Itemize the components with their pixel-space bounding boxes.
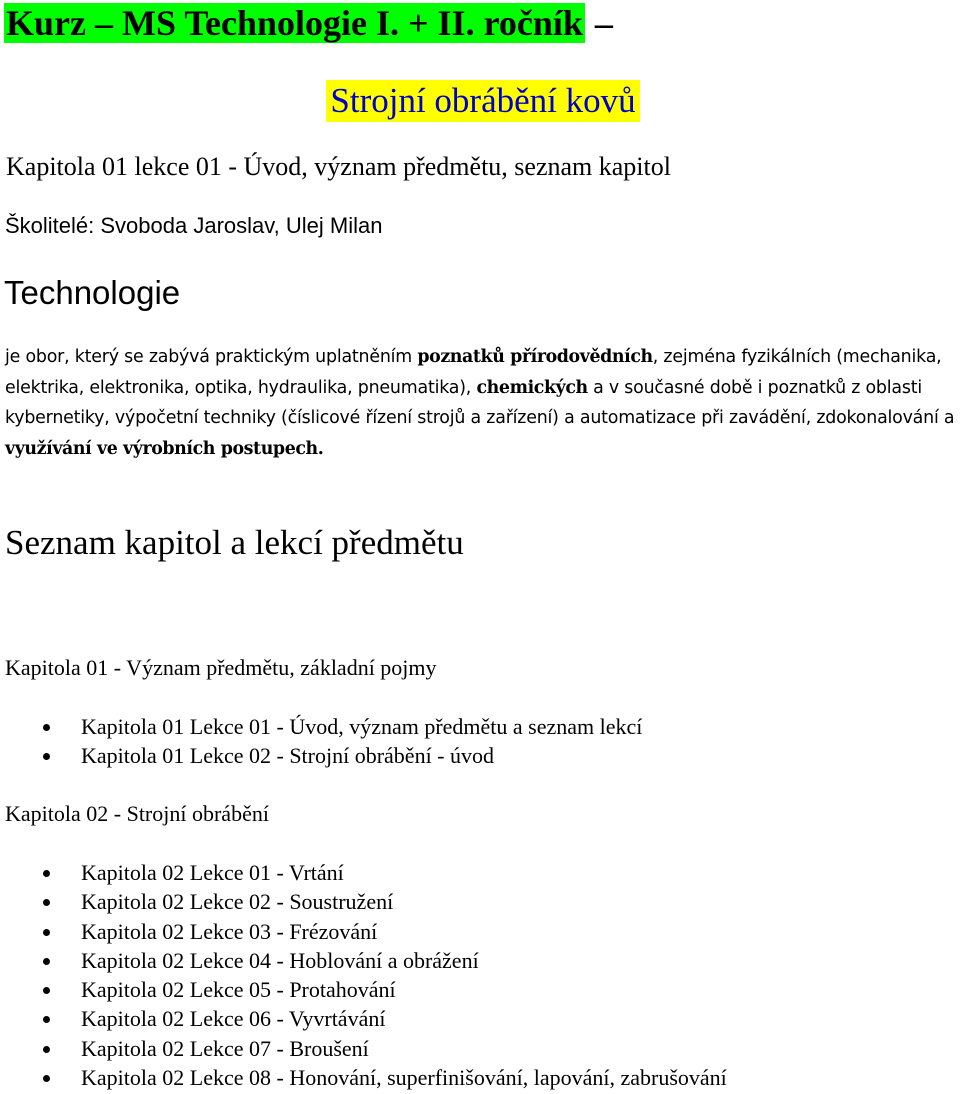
definition-bold-2: chemických <box>476 377 588 398</box>
chapter-01-title: Kapitola 01 - Význam předmětu, základní pojmy <box>5 655 437 680</box>
list-item[interactable] <box>0 917 727 946</box>
lesson-label: Kapitola 02 Lekce 08 - Honování, superfinišování, lapování, zabrušování <box>81 1065 727 1091</box>
lesson-label: Kapitola 02 Lekce 03 - Frézování <box>81 918 378 944</box>
list-item[interactable] <box>0 1004 727 1033</box>
bullet-icon <box>43 929 50 936</box>
lesson-label: Kapitola 01 Lekce 02 - Strojní obrábění - úvod <box>81 743 495 769</box>
list-item[interactable] <box>0 975 727 1004</box>
chapter-02-title: Kapitola 02 - Strojní obrábění <box>5 801 269 826</box>
list-item[interactable] <box>0 946 727 975</box>
bullet-icon <box>43 1075 50 1082</box>
bullet-icon <box>43 870 50 877</box>
course-subtitle: Strojní obrábění kovů <box>326 80 639 122</box>
list-item[interactable] <box>0 712 642 741</box>
lesson-label: Kapitola 02 Lekce 05 - Protahování <box>81 977 396 1003</box>
bullet-icon <box>43 987 50 994</box>
bullet-icon <box>43 1016 50 1023</box>
definition-end: . <box>317 438 324 459</box>
bullet-icon <box>43 899 50 906</box>
list-item[interactable] <box>0 858 727 887</box>
lesson-label: Kapitola 02 Lekce 07 - Broušení <box>81 1035 369 1061</box>
lesson-heading: Kapitola 01 lekce 01 - Úvod, význam předmětu, seznam kapitol <box>6 152 671 181</box>
definition-text-3: a v současné době i poznatků z oblasti kybernetiky, výpočetní techniky (číslicové řízení strojů a zařízení) a automatizace při zavádění, zdokonalování a <box>5 377 955 428</box>
bullet-icon <box>43 958 50 965</box>
course-title-dash: – <box>594 3 613 43</box>
definition-bold-1: poznatků přírodovědních <box>417 347 653 367</box>
subtitle-row <box>0 80 960 122</box>
course-title-text: Kurz – MS Technologie I. + II. ročník <box>6 3 583 43</box>
definition-bold-3: využívání ve výrobních postupech <box>5 438 318 459</box>
list-item[interactable] <box>0 741 642 770</box>
technology-heading: Technologie <box>4 274 181 311</box>
lesson-label: Kapitola 01 Lekce 01 - Úvod, význam předmětu a seznam lekcí <box>81 714 643 739</box>
technology-definition <box>5 342 957 464</box>
lessons-list-heading: Seznam kapitol a lekcí předmětu <box>5 523 464 562</box>
list-item[interactable] <box>0 1063 727 1092</box>
definition-text-2: , zejména fyzikálních (mechanika, elektrika, elektronika, optika, hydraulika, pneumatika), <box>5 347 942 398</box>
bullet-icon <box>43 724 50 731</box>
chapter-02-lessons <box>0 858 727 1092</box>
lesson-label: Kapitola 02 Lekce 04 - Hoblování a obrážení <box>81 947 479 973</box>
definition-text-1: je obor, který se zabývá praktickým uplatněním <box>5 347 418 367</box>
course-title <box>4 2 613 44</box>
chapter-01-lessons <box>0 712 642 771</box>
list-item[interactable] <box>0 1034 727 1063</box>
lesson-label: Kapitola 02 Lekce 02 - Soustružení <box>81 889 394 915</box>
list-item[interactable] <box>0 887 727 916</box>
trainers-line: Školitelé: Svoboda Jaroslav, Ulej Milan <box>5 213 383 238</box>
lesson-label: Kapitola 02 Lekce 01 - Vrtání <box>81 860 344 885</box>
lesson-label: Kapitola 02 Lekce 06 - Vyvrtávání <box>81 1006 386 1032</box>
bullet-icon <box>43 1046 50 1053</box>
bullet-icon <box>43 753 50 760</box>
